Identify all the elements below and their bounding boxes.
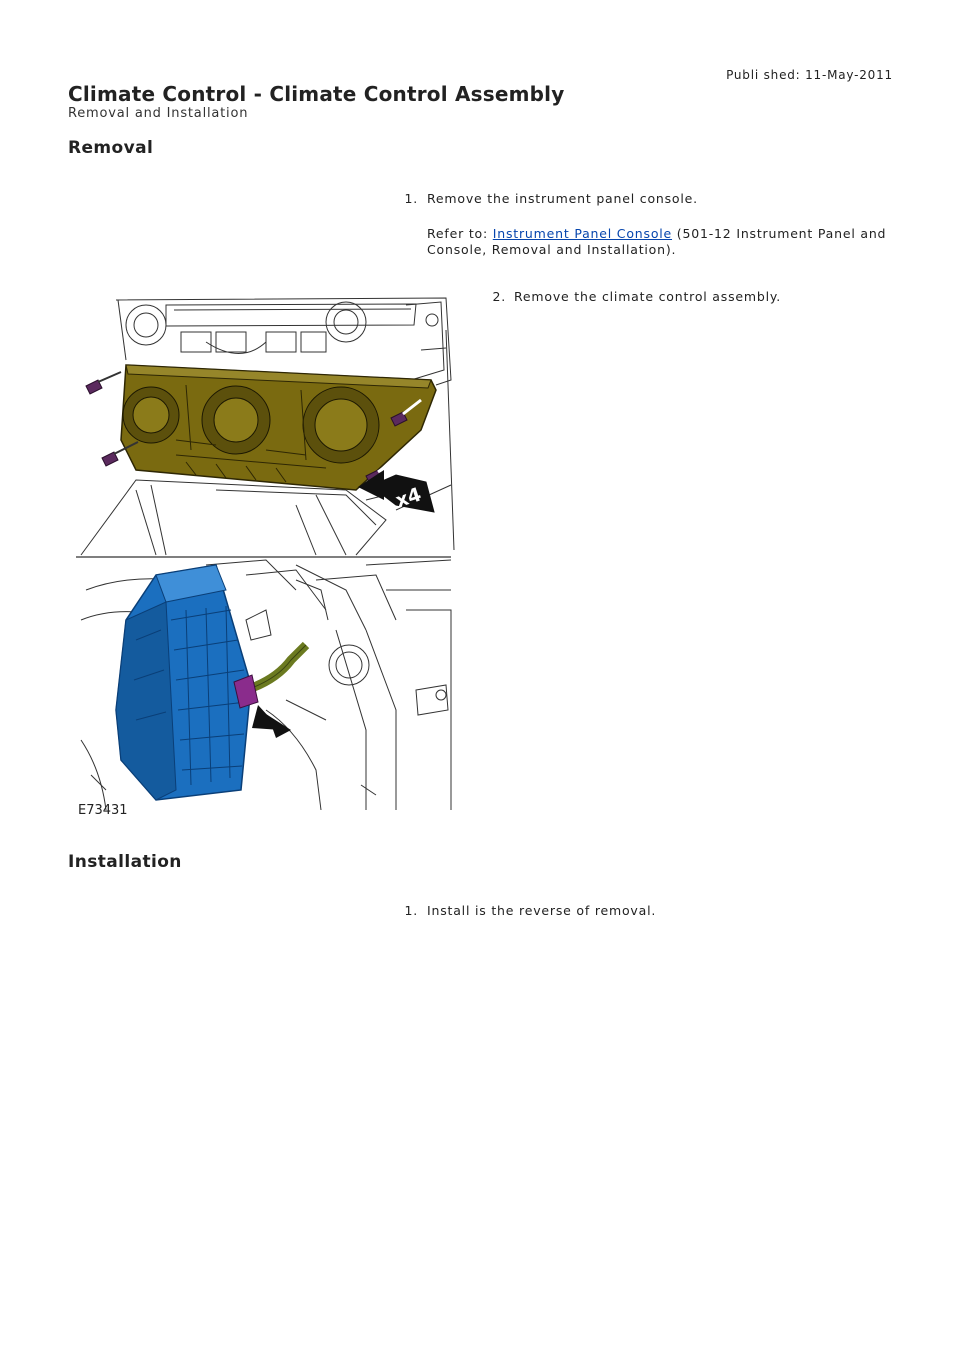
step-number: 1. [404,191,418,206]
published-date: Publi shed: 11-May-2011 [726,68,893,82]
multiplier-label: x4 [393,483,425,513]
refer-suffix: (501-12 Instrument Panel and [672,226,887,241]
installation-heading: Installation [68,852,182,872]
step-text: Remove the instrument panel console. [427,191,698,206]
removal-illustration [66,290,456,822]
installation-step-1 [400,903,880,923]
step-number: 2. [492,289,506,304]
figure-id-label: E73431 [78,803,128,818]
step-text: Install is the reverse of removal. [427,903,657,918]
removal-step-1 [400,191,887,261]
page-title: Climate Control - Climate Control Assembly [68,82,565,106]
refer-prefix: Refer to: [427,226,493,241]
removal-step-2 [488,289,888,309]
removal-heading: Removal [68,138,154,158]
instrument-panel-console-link[interactable]: Instrument Panel Console [492,226,673,241]
step-text: Remove the climate control assembly. [514,289,782,304]
step-reference-line2: Console, Removal and Installation). [427,242,677,257]
step-number: 1. [404,903,418,918]
page-subtitle: Removal and Installation [68,106,249,121]
step-reference [427,226,886,242]
